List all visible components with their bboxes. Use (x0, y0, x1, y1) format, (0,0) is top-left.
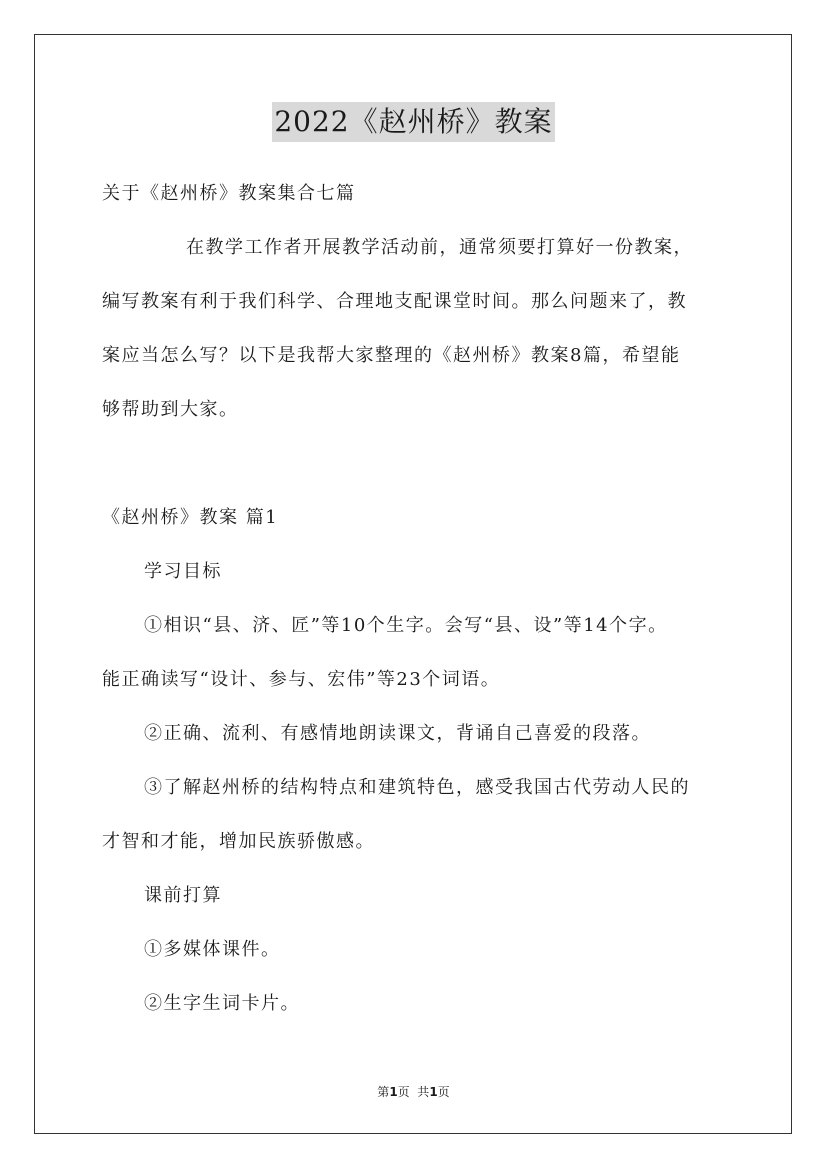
page-label-post: 页 (437, 1085, 450, 1099)
goal-1-line-2: 能正确读写“设计、参与、宏伟”等23个词语。 (102, 669, 501, 690)
goal-3-line-1: ③了解赵州桥的结构特点和建筑特色，感受我国古代劳动人民的 (144, 777, 690, 798)
page-label-mid: 页 共 (397, 1085, 430, 1099)
page-number: 1 (389, 1085, 398, 1099)
intro-line-3: 案应当怎么写？以下是我帮大家整理的《赵州桥》教案8篇，希望能 (102, 345, 681, 366)
goal-3-line-2: 才智和才能，增加民族骄傲感。 (102, 831, 375, 852)
title-row (0, 102, 827, 142)
prep-heading: 课前打算 (144, 885, 222, 906)
prep-item-2: ②生字生词卡片。 (144, 993, 300, 1014)
prep-item-1: ①多媒体课件。 (144, 939, 281, 960)
page-label-pre: 第 (377, 1085, 390, 1099)
section-heading: 《赵州桥》教案 篇1 (102, 507, 279, 528)
intro-line-1: 在教学工作者开展教学活动前，通常须要打算好一份教案， (186, 237, 693, 258)
page-total: 1 (429, 1085, 438, 1099)
page-footer (0, 1084, 827, 1100)
document-title: 2022《赵州桥》教案 (272, 102, 554, 142)
subtitle: 关于《赵州桥》教案集合七篇 (102, 183, 356, 204)
intro-line-2: 编写教案有利于我们科学、合理地支配课堂时间。那么问题来了，教 (102, 291, 687, 312)
goal-2: ②正确、流利、有感情地朗读课文，背诵自己喜爱的段落。 (144, 723, 651, 744)
goals-heading: 学习目标 (144, 561, 222, 582)
goal-1-line-1: ①相识“县、济、匠”等10个生字。会写“县、设”等14个字。 (144, 615, 668, 636)
intro-line-4: 够帮助到大家。 (102, 399, 239, 420)
